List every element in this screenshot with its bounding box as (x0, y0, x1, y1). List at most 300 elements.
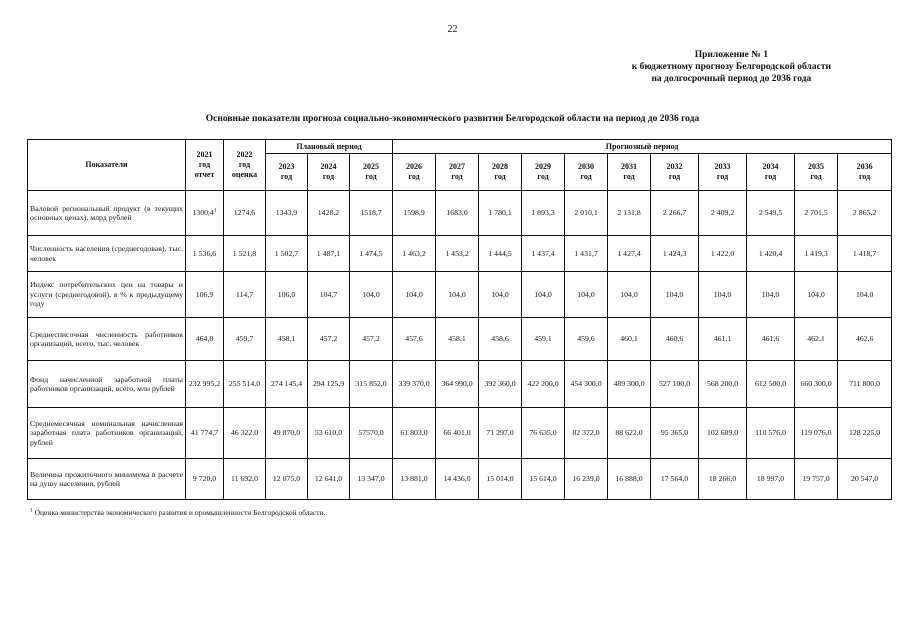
value-cell (565, 408, 608, 459)
cell-value: 1 422,0 (710, 248, 735, 258)
year-label: 2023 (278, 162, 295, 171)
value-cell (350, 191, 393, 236)
cell-value: 1 463,2 (402, 248, 426, 258)
value-cell (224, 191, 266, 236)
year-label: 2021 (196, 150, 213, 159)
year-label: 2024 (320, 162, 337, 171)
year-label: 2029 (535, 162, 552, 171)
year-sub: год (623, 172, 635, 181)
value-cell (393, 361, 436, 408)
value-cell (747, 459, 795, 500)
value-cell (479, 272, 522, 318)
value-cell (186, 318, 224, 361)
indicator-label: Валовой региональный продукт (в текущих основных ценах), млрд рублей (28, 191, 186, 236)
value-cell (266, 272, 308, 318)
value-cell (838, 361, 892, 408)
table-row (28, 236, 892, 272)
value-cell (565, 361, 608, 408)
cell-value: 104,0 (577, 289, 595, 299)
cell-value: 711 800,0 (849, 379, 881, 388)
value-cell (186, 191, 224, 236)
indicator-label: Величина прожиточного минимума в расчете на душу населения, рублей (28, 459, 186, 500)
cell-value: 315 852,0 (355, 379, 387, 388)
year-label: 2026 (406, 162, 423, 171)
value-cell (479, 361, 522, 408)
cell-value: 15 014,0 (486, 474, 514, 483)
value-cell (266, 236, 308, 272)
value-cell (747, 408, 795, 459)
cell-value: 458,1 (448, 334, 466, 343)
cell-value: 1 780,1 (488, 208, 512, 217)
year-label: 2034 (762, 162, 779, 171)
value-cell (186, 272, 224, 318)
value-cell (608, 408, 651, 459)
cell-value: 106,0 (277, 289, 296, 299)
cell-value: 71 297,0 (486, 428, 514, 437)
value-cell (224, 236, 266, 272)
year-header (393, 154, 436, 191)
year-sub: год (858, 172, 871, 181)
forecast-table (27, 139, 892, 500)
value-cell (436, 459, 479, 500)
year-label: 2035 (808, 162, 825, 171)
value-cell (186, 408, 224, 459)
cell-value: 16 239,0 (572, 474, 600, 483)
value-cell (308, 318, 350, 361)
indicator-label: Численность населения (среднегодовая), тыс. человек (28, 236, 186, 272)
value-cell (308, 236, 350, 272)
cell-value: 9 720,0 (192, 474, 217, 483)
cell-value: 1428,2 (317, 208, 340, 217)
cell-value: 1 536,6 (192, 248, 217, 258)
year-sub: год (322, 172, 335, 181)
value-cell (350, 236, 393, 272)
value-cell (350, 408, 393, 459)
value-cell (186, 236, 224, 272)
cell-value: 66 401,0 (443, 428, 471, 437)
year-label: 2027 (449, 162, 466, 171)
cell-value: 104,0 (405, 289, 423, 299)
value-cell (651, 191, 699, 236)
cell-value: 82 372,0 (572, 428, 600, 437)
cell-value: 461,6 (761, 334, 780, 343)
year-label: 2022 (236, 150, 253, 159)
year-header (479, 154, 522, 191)
cell-value: 459,7 (235, 334, 254, 343)
value-cell (838, 191, 892, 236)
cell-value: 46 322,0 (230, 428, 259, 437)
cell-value: 1518,7 (360, 208, 382, 217)
cell-value: 1 487,1 (316, 248, 341, 258)
cell-value: 16 888,0 (615, 474, 643, 483)
cell-value: 18 997,0 (756, 474, 785, 483)
value-cell (224, 459, 266, 500)
value-cell (838, 408, 892, 459)
cell-value: 119 076,0 (800, 428, 832, 437)
value-cell (699, 236, 747, 272)
cell-value: 2 010,1 (574, 208, 598, 217)
year-label: 2033 (714, 162, 731, 171)
cell-value: 454 300,0 (570, 379, 602, 388)
cell-value: 2 409,2 (710, 208, 735, 217)
cell-value: 527 100,0 (658, 379, 691, 388)
value-cell (350, 318, 393, 361)
cell-value: 422 200,0 (527, 379, 559, 388)
value-cell (350, 361, 393, 408)
value-cell (522, 191, 565, 236)
value-cell (224, 318, 266, 361)
indicator-label: Фонд начисленной заработной платы работников организаций, всего, млн рублей (28, 361, 186, 408)
cell-value: 255 514,0 (228, 379, 261, 388)
year-sub: год (764, 172, 777, 181)
cell-value: 1 427,4 (617, 248, 641, 258)
appendix-line-1: Приложение № 1 (694, 50, 768, 60)
cell-value: 17 564,0 (660, 474, 689, 483)
cell-value: 106,9 (195, 289, 214, 299)
value-cell (350, 272, 393, 318)
value-cell (308, 272, 350, 318)
cell-value: 76 635,0 (529, 428, 557, 437)
value-cell (479, 191, 522, 236)
cell-value: 41 774,7 (190, 428, 219, 437)
value-cell (522, 459, 565, 500)
cell-value: 1683,0 (446, 208, 468, 217)
cell-value: 95 365,0 (660, 428, 689, 437)
year-sub: год (668, 172, 681, 181)
table-row (28, 408, 892, 459)
value-cell (479, 318, 522, 361)
value-cell (565, 191, 608, 236)
cell-value: 13 881,0 (400, 474, 428, 483)
value-cell (393, 236, 436, 272)
value-cell (838, 459, 892, 500)
cell-value: 12 075,0 (272, 474, 301, 483)
year-label: 2031 (621, 162, 638, 171)
value-cell (565, 459, 608, 500)
year-sub: год (280, 172, 293, 181)
value-cell (224, 408, 266, 459)
year-header (522, 154, 565, 191)
cell-value: 104,0 (620, 289, 638, 299)
value-cell (795, 236, 838, 272)
cell-value: 2 865,2 (852, 208, 877, 217)
cell-value: 19 757,0 (802, 474, 830, 483)
cell-value: 1 420,4 (758, 248, 783, 258)
value-cell (479, 459, 522, 500)
value-cell (699, 361, 747, 408)
cell-value: 457,2 (362, 334, 380, 343)
cell-value: 104,7 (319, 289, 338, 299)
cell-value: 57570,0 (358, 428, 384, 437)
cell-value: 13 347,0 (357, 474, 385, 483)
value-cell (350, 459, 393, 500)
value-cell (699, 272, 747, 318)
table-row (28, 318, 892, 361)
value-cell (795, 272, 838, 318)
footnote-text: Оценка министерства экономического развития и промышленности Белгородской области. (34, 508, 326, 517)
cell-value: 460,1 (620, 334, 638, 343)
cell-value: 1 453,2 (445, 248, 469, 258)
cell-value: 88 622,0 (615, 428, 643, 437)
cell-value: 104,0 (713, 289, 732, 299)
cell-value: 1 502,7 (274, 248, 299, 258)
cell-value: 114,7 (235, 289, 254, 299)
cell-value: 294 125,9 (312, 379, 345, 388)
value-cell (838, 236, 892, 272)
value-cell (795, 459, 838, 500)
value-cell (393, 272, 436, 318)
value-cell (699, 408, 747, 459)
value-cell (266, 408, 308, 459)
year-label: 2036 (856, 162, 873, 171)
indicator-header: Показатели (28, 140, 186, 191)
value-cell (747, 236, 795, 272)
footnote-ref: 1 (213, 207, 217, 214)
value-cell (522, 318, 565, 361)
cell-value: 232 995,2 (188, 379, 221, 388)
value-cell (436, 361, 479, 408)
value-cell (522, 236, 565, 272)
cell-value: 20 547,0 (850, 474, 879, 483)
year-header (747, 154, 795, 191)
cell-value: 104,0 (807, 289, 825, 299)
cell-value: 15 614,0 (529, 474, 557, 483)
value-cell (699, 318, 747, 361)
value-cell (436, 191, 479, 236)
value-cell (224, 361, 266, 408)
value-cell (308, 408, 350, 459)
value-cell (436, 318, 479, 361)
value-cell (608, 318, 651, 361)
cell-value: 104,0 (448, 289, 466, 299)
year-header (838, 154, 892, 191)
value-cell (608, 459, 651, 500)
cell-value: 462,6 (855, 334, 874, 343)
value-cell (747, 191, 795, 236)
value-cell (266, 361, 308, 408)
value-cell (608, 236, 651, 272)
table-row (28, 361, 892, 408)
value-cell (747, 361, 795, 408)
cell-value: 102 689,0 (706, 428, 739, 437)
value-cell (651, 361, 699, 408)
year-sub: год отчет (194, 160, 215, 179)
cell-value: 2 701,5 (804, 208, 828, 217)
year-sub: год (580, 172, 592, 181)
cell-value: 1 419,3 (804, 248, 828, 258)
value-cell (795, 361, 838, 408)
planned-period-header: Плановый период (266, 140, 393, 154)
year-sub: год (810, 172, 822, 181)
value-cell (608, 272, 651, 318)
cell-value: 12 641,0 (314, 474, 343, 483)
cell-value: 459,6 (577, 334, 595, 343)
year-label: 2025 (363, 162, 380, 171)
year-header (651, 154, 699, 191)
value-cell (522, 272, 565, 318)
year-label: 2030 (578, 162, 595, 171)
year-label: 2032 (666, 162, 683, 171)
value-cell (699, 459, 747, 500)
cell-value: 457,2 (319, 334, 338, 343)
table-row (28, 459, 892, 500)
cell-value: 104,0 (855, 289, 874, 299)
value-cell (393, 191, 436, 236)
year-sub: год (365, 172, 377, 181)
cell-value: 460,6 (665, 334, 684, 343)
value-cell (651, 318, 699, 361)
year-header (350, 154, 393, 191)
value-cell (436, 272, 479, 318)
cell-value: 458,6 (491, 334, 509, 343)
cell-value: 11 692,0 (231, 474, 258, 483)
value-cell (308, 459, 350, 500)
indicator-label: Индекс потребительских цен на товары и услуги (среднегодовой), в % к предыдущему году (28, 272, 186, 318)
year-sub: год (716, 172, 729, 181)
value-cell (186, 361, 224, 408)
value-cell (795, 318, 838, 361)
cell-value: 104,0 (362, 289, 380, 299)
cell-value: 489 300,0 (613, 379, 645, 388)
value-cell (838, 318, 892, 361)
value-cell (651, 236, 699, 272)
cell-value: 104,0 (665, 289, 684, 299)
year-sub: год оценка (231, 160, 258, 179)
year-header (699, 154, 747, 191)
cell-value: 1 431,7 (574, 248, 598, 258)
value-cell (651, 408, 699, 459)
cell-value: 392 360,0 (484, 379, 516, 388)
cell-value: 1 424,3 (662, 248, 687, 258)
cell-value: 2 131,8 (617, 208, 641, 217)
value-cell (747, 272, 795, 318)
cell-value: 339 370,0 (398, 379, 430, 388)
value-cell (608, 191, 651, 236)
value-cell (838, 272, 892, 318)
value-cell (479, 236, 522, 272)
cell-value: 14 436,0 (443, 474, 471, 483)
value-cell (393, 408, 436, 459)
footnote (30, 508, 325, 517)
cell-value: 462,1 (807, 334, 825, 343)
value-cell (266, 459, 308, 500)
value-cell (479, 408, 522, 459)
indicator-label: Среднемесячная номинальная начисленная заработная плата работников организаций, рублей (28, 408, 186, 459)
value-cell (565, 236, 608, 272)
cell-value: 18 266,0 (708, 474, 737, 483)
cell-value: 1 521,8 (232, 248, 257, 258)
cell-value: 457,6 (405, 334, 423, 343)
year-header (266, 154, 308, 191)
appendix-line-3: на долгосрочный период до 2036 года (651, 74, 812, 84)
appendix-line-2: к бюджетному прогнозу Белгородской области (631, 62, 831, 72)
table-row (28, 191, 892, 236)
table-row (28, 272, 892, 318)
cell-value: 1 893,3 (531, 208, 555, 217)
value-cell (522, 408, 565, 459)
value-cell (747, 318, 795, 361)
cell-value: 464,8 (195, 334, 214, 343)
year-header (436, 154, 479, 191)
footnote-mark: 1 (30, 507, 33, 514)
cell-value: 1274,6 (233, 208, 256, 217)
value-cell (795, 191, 838, 236)
year-sub: год (494, 172, 506, 181)
cell-value: 128 225,0 (849, 428, 881, 437)
value-cell (436, 236, 479, 272)
cell-value: 461,1 (713, 334, 732, 343)
value-cell (565, 272, 608, 318)
cell-value: 1 437,4 (531, 248, 555, 258)
value-cell (795, 408, 838, 459)
cell-value: 1 444,5 (488, 248, 512, 258)
cell-value: 2 549,5 (758, 208, 783, 217)
appendix-header (632, 49, 831, 85)
value-cell (266, 318, 308, 361)
year-header (565, 154, 608, 191)
year-header (795, 154, 838, 191)
value-cell (393, 318, 436, 361)
cell-value: 61 803,0 (400, 428, 428, 437)
year-header (608, 154, 651, 191)
value-cell (436, 408, 479, 459)
year-sub: год (537, 172, 549, 181)
cell-value: 364 990,0 (441, 379, 473, 388)
indicator-label: Среднесписочная численность работников организаций, всего, тыс. человек (28, 318, 186, 361)
cell-value: 274 145,4 (270, 379, 303, 388)
cell-value: 53 610,0 (314, 428, 343, 437)
value-cell (651, 272, 699, 318)
value-cell (522, 361, 565, 408)
value-cell (393, 459, 436, 500)
value-cell (308, 191, 350, 236)
value-cell (608, 361, 651, 408)
value-cell (308, 361, 350, 408)
cell-value: 110 576,0 (755, 428, 786, 437)
cell-value: 568 200,0 (706, 379, 739, 388)
cell-value: 1300,4 (192, 208, 214, 217)
cell-value: 1 418,7 (852, 248, 877, 258)
cell-value: 459,1 (534, 334, 552, 343)
value-cell (186, 459, 224, 500)
cell-value: 1 474,5 (359, 248, 383, 258)
cell-value: 1598,9 (403, 208, 425, 217)
cell-value: 1343,9 (275, 208, 298, 217)
value-cell (699, 191, 747, 236)
value-cell (224, 272, 266, 318)
value-cell (266, 191, 308, 236)
year-sub: год (408, 172, 420, 181)
cell-value: 458,1 (277, 334, 296, 343)
cell-value: 104,0 (491, 289, 509, 299)
cell-value: 49 870,0 (272, 428, 301, 437)
cell-value: 2 266,7 (662, 208, 687, 217)
cell-value: 612 500,0 (754, 379, 787, 388)
value-cell (651, 459, 699, 500)
year-header (186, 140, 224, 191)
page-number: 22 (447, 24, 458, 35)
forecast-period-header: Прогнозный период (393, 140, 892, 154)
cell-value: 104,0 (761, 289, 780, 299)
cell-value: 104,0 (534, 289, 552, 299)
year-header (224, 140, 266, 191)
year-sub: год (451, 172, 463, 181)
document-title: Основные показатели прогноза социально-экономического развития Белгородской области на период до 2036 года (205, 114, 700, 124)
year-header (308, 154, 350, 191)
value-cell (565, 318, 608, 361)
cell-value: 660 300,0 (800, 379, 832, 388)
year-label: 2028 (492, 162, 509, 171)
